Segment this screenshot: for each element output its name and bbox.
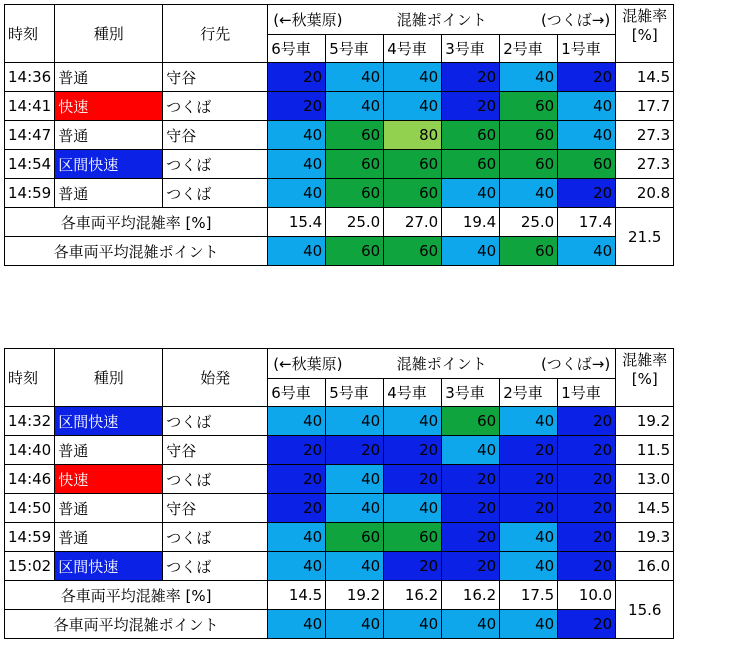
avg-point-value: 40	[268, 610, 326, 639]
congestion-rate: 27.3	[616, 121, 674, 150]
train-type: 区間快速	[55, 552, 163, 581]
avg-point-label: 各車両平均混雑ポイント	[5, 610, 268, 639]
departure-time: 14:59	[5, 179, 55, 208]
avg-point-value: 40	[326, 610, 384, 639]
congestion-point-cell: 20	[442, 552, 500, 581]
congestion-point-cell: 20	[326, 436, 384, 465]
departure-time: 14:40	[5, 436, 55, 465]
congestion-rate: 19.2	[616, 407, 674, 436]
table-row	[5, 407, 674, 436]
avg-point-value: 40	[500, 610, 558, 639]
direction-banner	[268, 349, 616, 379]
congestion-point-cell: 20	[500, 465, 558, 494]
departure-time: 14:46	[5, 465, 55, 494]
destination: つくば	[163, 179, 268, 208]
destination: 守谷	[163, 121, 268, 150]
congestion-point-cell: 20	[384, 436, 442, 465]
avg-point-label: 各車両平均混雑ポイント	[5, 237, 268, 266]
table-row	[5, 523, 674, 552]
destination: つくば	[163, 465, 268, 494]
car-header: 3号車	[442, 35, 500, 63]
car-header: 1号車	[558, 379, 616, 407]
column-header-destination: 始発	[163, 349, 268, 407]
congestion-point-cell: 40	[268, 179, 326, 208]
avg-rate-value: 14.5	[268, 581, 326, 610]
avg-point-value: 40	[268, 237, 326, 266]
congestion-point-label: 混雑ポイント	[396, 11, 487, 29]
train-type: 快速	[55, 465, 163, 494]
congestion-point-cell: 40	[326, 63, 384, 92]
train-type: 快速	[55, 92, 163, 121]
congestion-rate: 14.5	[616, 63, 674, 92]
direction-right-label: (つくば→)	[540, 355, 611, 373]
congestion-point-cell: 20	[268, 63, 326, 92]
congestion-point-cell: 40	[442, 179, 500, 208]
congestion-point-cell: 20	[558, 465, 616, 494]
congestion-point-cell: 20	[268, 436, 326, 465]
avg-rate-value: 19.4	[442, 208, 500, 237]
congestion-point-cell: 40	[384, 407, 442, 436]
congestion-point-cell: 40	[558, 92, 616, 121]
congestion-point-cell: 60	[384, 179, 442, 208]
car-header: 5号車	[326, 35, 384, 63]
congestion-point-cell: 40	[326, 465, 384, 494]
congestion-table	[4, 4, 674, 266]
direction-left-label: (←秋葉原)	[273, 355, 343, 373]
congestion-point-cell: 40	[558, 121, 616, 150]
direction-left-label: (←秋葉原)	[273, 11, 343, 29]
column-header-type: 種別	[55, 349, 163, 407]
congestion-point-cell: 40	[268, 407, 326, 436]
congestion-point-cell: 20	[558, 436, 616, 465]
rate-unit-label: [%]	[631, 370, 658, 388]
congestion-point-cell: 40	[268, 121, 326, 150]
table-row	[5, 92, 674, 121]
avg-point-row	[5, 237, 674, 266]
destination: つくば	[163, 150, 268, 179]
avg-rate-row	[5, 581, 674, 610]
destination: つくば	[163, 552, 268, 581]
congestion-point-cell: 20	[558, 523, 616, 552]
train-type: 普通	[55, 121, 163, 150]
direction-right-label: (つくば→)	[540, 11, 611, 29]
departure-time: 14:41	[5, 92, 55, 121]
avg-rate-value: 16.2	[384, 581, 442, 610]
congestion-point-cell: 40	[500, 552, 558, 581]
avg-rate-row	[5, 208, 674, 237]
congestion-rate: 16.0	[616, 552, 674, 581]
congestion-point-cell: 20	[500, 436, 558, 465]
congestion-point-cell: 40	[268, 150, 326, 179]
congestion-point-cell: 20	[442, 92, 500, 121]
car-header: 4号車	[384, 35, 442, 63]
train-type: 区間快速	[55, 407, 163, 436]
congestion-point-cell: 20	[558, 179, 616, 208]
avg-rate-value: 25.0	[500, 208, 558, 237]
departure-time: 14:36	[5, 63, 55, 92]
avg-rate-value: 19.2	[326, 581, 384, 610]
avg-rate-label: 各車両平均混雑率 [%]	[5, 208, 268, 237]
avg-point-value: 60	[500, 237, 558, 266]
congestion-point-cell: 40	[384, 63, 442, 92]
congestion-point-cell: 20	[268, 494, 326, 523]
congestion-point-cell: 60	[500, 150, 558, 179]
congestion-point-cell: 20	[558, 494, 616, 523]
congestion-rate: 11.5	[616, 436, 674, 465]
column-header-destination: 行先	[163, 5, 268, 63]
congestion-point-cell: 40	[326, 407, 384, 436]
car-header: 2号車	[500, 35, 558, 63]
congestion-point-cell: 40	[500, 407, 558, 436]
header-row	[5, 349, 674, 379]
avg-rate-value: 10.0	[558, 581, 616, 610]
overall-rate: 15.6	[616, 581, 674, 639]
avg-point-value: 60	[326, 237, 384, 266]
avg-rate-value: 15.4	[268, 208, 326, 237]
congestion-point-cell: 20	[442, 63, 500, 92]
congestion-point-cell: 40	[500, 63, 558, 92]
avg-point-value: 20	[558, 610, 616, 639]
train-type: 普通	[55, 63, 163, 92]
avg-rate-value: 17.5	[500, 581, 558, 610]
congestion-point-cell: 60	[442, 407, 500, 436]
congestion-point-cell: 20	[442, 465, 500, 494]
train-type: 普通	[55, 436, 163, 465]
congestion-point-cell: 40	[442, 436, 500, 465]
congestion-point-cell: 20	[442, 523, 500, 552]
train-type: 普通	[55, 523, 163, 552]
car-header: 6号車	[268, 35, 326, 63]
table-row	[5, 494, 674, 523]
congestion-point-cell: 20	[558, 552, 616, 581]
car-header: 2号車	[500, 379, 558, 407]
avg-point-value: 40	[558, 237, 616, 266]
congestion-point-cell: 60	[500, 121, 558, 150]
car-header: 6号車	[268, 379, 326, 407]
rate-unit-label: [%]	[631, 26, 658, 44]
train-type: 普通	[55, 494, 163, 523]
congestion-point-cell: 60	[384, 150, 442, 179]
congestion-point-cell: 60	[558, 150, 616, 179]
congestion-point-cell: 40	[326, 92, 384, 121]
congestion-rate: 14.5	[616, 494, 674, 523]
table-row	[5, 121, 674, 150]
destination: 守谷	[163, 436, 268, 465]
departure-time: 14:59	[5, 523, 55, 552]
direction-banner	[268, 5, 616, 35]
congestion-point-cell: 20	[268, 465, 326, 494]
departure-time: 14:32	[5, 407, 55, 436]
destination: 守谷	[163, 63, 268, 92]
car-header: 4号車	[384, 379, 442, 407]
departure-time: 14:47	[5, 121, 55, 150]
table-row	[5, 552, 674, 581]
avg-point-value: 40	[442, 237, 500, 266]
destination: つくば	[163, 407, 268, 436]
congestion-table	[4, 348, 674, 639]
column-header-time: 時刻	[5, 349, 55, 407]
congestion-point-cell: 40	[500, 179, 558, 208]
departure-time: 15:02	[5, 552, 55, 581]
departure-time: 14:54	[5, 150, 55, 179]
avg-rate-value: 16.2	[442, 581, 500, 610]
overall-rate: 21.5	[616, 208, 674, 266]
destination: つくば	[163, 523, 268, 552]
congestion-rate: 13.0	[616, 465, 674, 494]
congestion-point-cell: 20	[558, 63, 616, 92]
congestion-point-cell: 60	[384, 523, 442, 552]
congestion-point-cell: 20	[442, 494, 500, 523]
congestion-point-label: 混雑ポイント	[396, 355, 487, 373]
car-header: 1号車	[558, 35, 616, 63]
table-row	[5, 436, 674, 465]
avg-point-value: 40	[442, 610, 500, 639]
table-row	[5, 150, 674, 179]
congestion-point-cell: 60	[500, 92, 558, 121]
congestion-point-cell: 40	[326, 494, 384, 523]
congestion-point-cell: 60	[326, 523, 384, 552]
congestion-point-cell: 60	[326, 179, 384, 208]
congestion-point-cell: 40	[500, 523, 558, 552]
header-row	[5, 5, 674, 35]
avg-rate-value: 25.0	[326, 208, 384, 237]
column-header-type: 種別	[55, 5, 163, 63]
congestion-rate: 20.8	[616, 179, 674, 208]
congestion-point-cell: 40	[384, 494, 442, 523]
train-type: 普通	[55, 179, 163, 208]
congestion-point-cell: 20	[500, 494, 558, 523]
avg-rate-value: 17.4	[558, 208, 616, 237]
table-row	[5, 179, 674, 208]
congestion-rate: 19.3	[616, 523, 674, 552]
congestion-point-cell: 60	[442, 121, 500, 150]
congestion-point-cell: 40	[384, 92, 442, 121]
avg-point-row	[5, 610, 674, 639]
destination: つくば	[163, 92, 268, 121]
congestion-point-cell: 60	[326, 150, 384, 179]
destination: 守谷	[163, 494, 268, 523]
avg-point-value: 40	[384, 610, 442, 639]
car-header: 3号車	[442, 379, 500, 407]
column-header-rate	[616, 349, 674, 407]
congestion-rate: 17.7	[616, 92, 674, 121]
car-header: 5号車	[326, 379, 384, 407]
congestion-point-cell: 60	[326, 121, 384, 150]
avg-point-value: 60	[384, 237, 442, 266]
congestion-point-cell: 40	[268, 523, 326, 552]
congestion-point-cell: 80	[384, 121, 442, 150]
column-header-time: 時刻	[5, 5, 55, 63]
rate-label: 混雑率	[622, 351, 668, 369]
column-header-rate	[616, 5, 674, 63]
congestion-rate: 27.3	[616, 150, 674, 179]
congestion-point-cell: 40	[268, 552, 326, 581]
train-type: 区間快速	[55, 150, 163, 179]
avg-rate-value: 27.0	[384, 208, 442, 237]
congestion-point-cell: 20	[558, 407, 616, 436]
rate-label: 混雑率	[622, 7, 668, 25]
avg-rate-label: 各車両平均混雑率 [%]	[5, 581, 268, 610]
departure-time: 14:50	[5, 494, 55, 523]
congestion-point-cell: 20	[384, 552, 442, 581]
congestion-point-cell: 40	[326, 552, 384, 581]
congestion-point-cell: 60	[442, 150, 500, 179]
table-row	[5, 63, 674, 92]
congestion-point-cell: 20	[268, 92, 326, 121]
congestion-point-cell: 20	[384, 465, 442, 494]
table-row	[5, 465, 674, 494]
